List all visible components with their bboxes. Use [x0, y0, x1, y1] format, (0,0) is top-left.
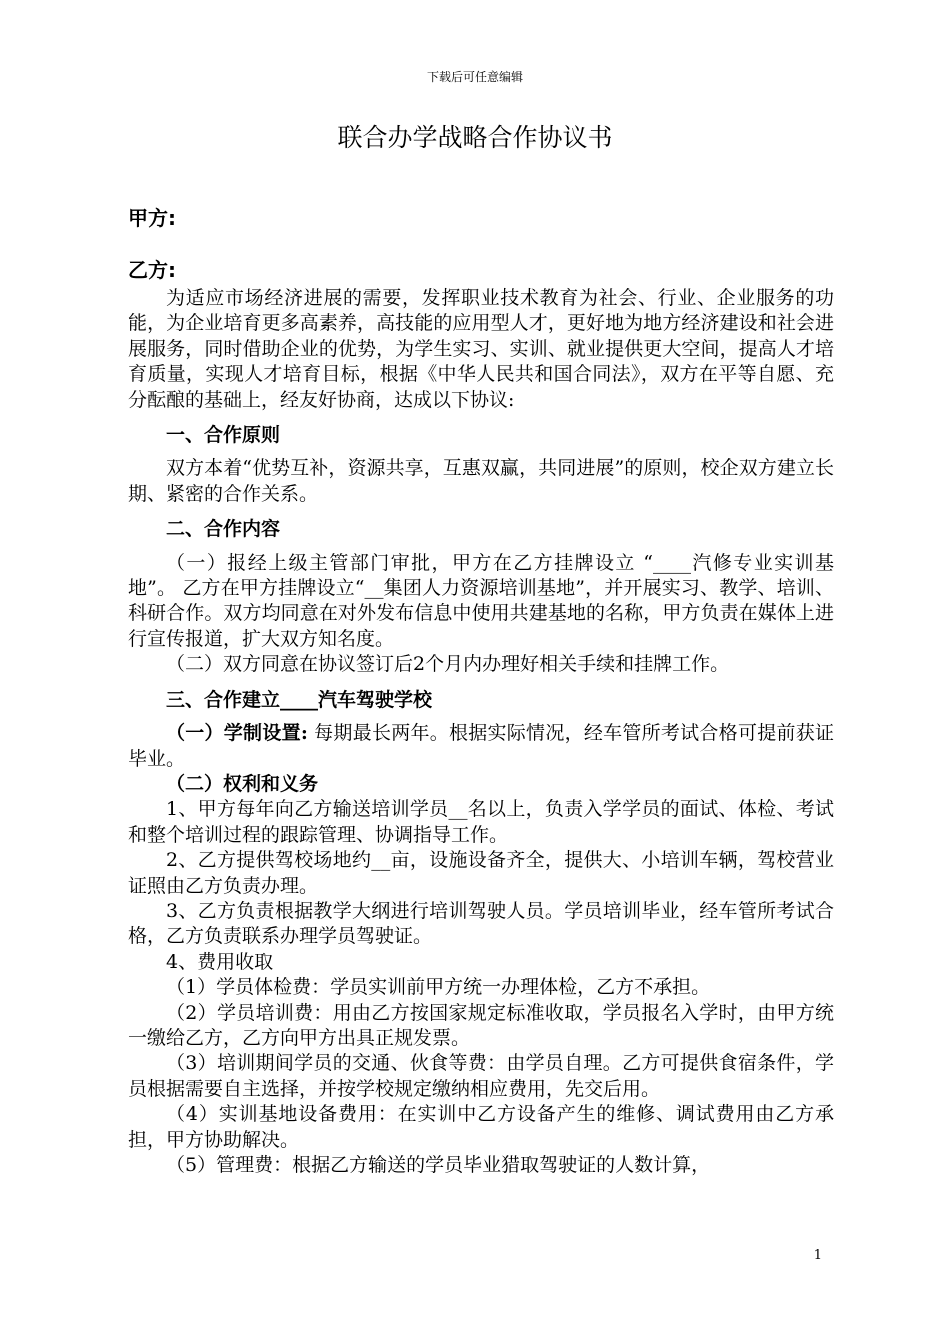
section-2-paragraph-1: （一）报经上级主管部门审批，甲方在乙方挂牌设立 “____汽修专业实训基地”。 乙方在甲方挂牌设立“__集团人力资源培训基地”，并开展实习、教学、培训、科研合作。双方均同意在对外发布信息中使用共建基地的名称，甲方负责在媒体上进行宣传报道，扩大双方知名度。: [128, 551, 834, 650]
fee-item-3: （3）培训期间学员的交通、伙食等费：由学员自理。乙方可提供食宿条件，学员根据需要自主选择，并按学校规定缴纳相应费用，先交后用。: [128, 1052, 834, 1100]
section-2-paragraph-2: （二）双方同意在协议签订后2个月内办理好相关手续和挂牌工作。: [166, 653, 730, 676]
fee-item-1: （1）学员体检费：学员实训前甲方统一办理体检，乙方不承担。: [166, 976, 711, 999]
section-3-heading: 三、合作建立____汽车驾驶学校: [166, 688, 433, 711]
section-2-heading: 二、合作内容: [166, 518, 281, 541]
page-number: 1: [813, 1248, 822, 1263]
schooling-label: （一）学制设置:: [166, 722, 308, 745]
section-1-heading: 一、合作原则: [166, 424, 281, 447]
rights-heading: （二）权利和义务: [166, 772, 319, 795]
schooling-text: 每期最长两年。根据实际情况，经车管所考试合格可提前获证毕业。: [128, 722, 834, 770]
preamble-paragraph: 为适应市场经济进展的需要，发挥职业技术教育为社会、行业、企业服务的功能，为企业培育更多高素养，高技能的应用型人才，更好地为地方经济建设和社会进展服务，同时借助企业的优势，为学生实习、实训、就业提供更大空间，提高人才培育质量，实现人才培育目标，根据《中华人民共和国合同法》，双方在平等自愿、充分酝酿的基础上，经友好协商，达成以下协议:: [128, 287, 834, 411]
document-body: [128, 286, 834, 1178]
rights-item-4: 4、费用收取: [166, 950, 274, 973]
fee-item-2: （2）学员培训费：用由乙方按国家规定标准收取，学员报名入学时，由甲方统一缴给乙方，乙方向甲方出具正规发票。: [128, 1001, 834, 1049]
rights-item-3: 3、乙方负责根据教学大纲进行培训驾驶人员。学员培训毕业，经车管所考试合格，乙方负责联系办理学员驾驶证。: [128, 899, 834, 948]
download-note: 下载后可任意编辑: [426, 70, 523, 84]
section-1-text: 双方本着“优势互补，资源共享，互惠双赢，共同进展”的原则，校企双方建立长期、紧密的合作关系。: [128, 457, 834, 505]
schooling-paragraph: [128, 721, 834, 772]
fee-item-5: （5）管理费：根据乙方输送的学员毕业猎取驾驶证的人数计算，: [166, 1154, 711, 1176]
party-a-label: 甲方:: [128, 206, 176, 230]
party-b-label: 乙方:: [128, 258, 176, 282]
rights-item-2: 2、乙方提供驾校场地约__亩，设施设备齐全，提供大、小培训车辆，驾校营业证照由乙方负责办理。: [128, 849, 834, 897]
document-title: 联合办学战略合作协议书: [337, 123, 613, 152]
rights-item-1: 1、甲方每年向乙方输送培训学员__名以上，负责入学学员的面试、体检、考试和整个培训过程的跟踪管理、协调指导工作。: [128, 798, 834, 846]
fee-item-4: （4）实训基地设备费用：在实训中乙方设备产生的维修、调试费用由乙方承担，甲方协助解决。: [128, 1103, 834, 1151]
